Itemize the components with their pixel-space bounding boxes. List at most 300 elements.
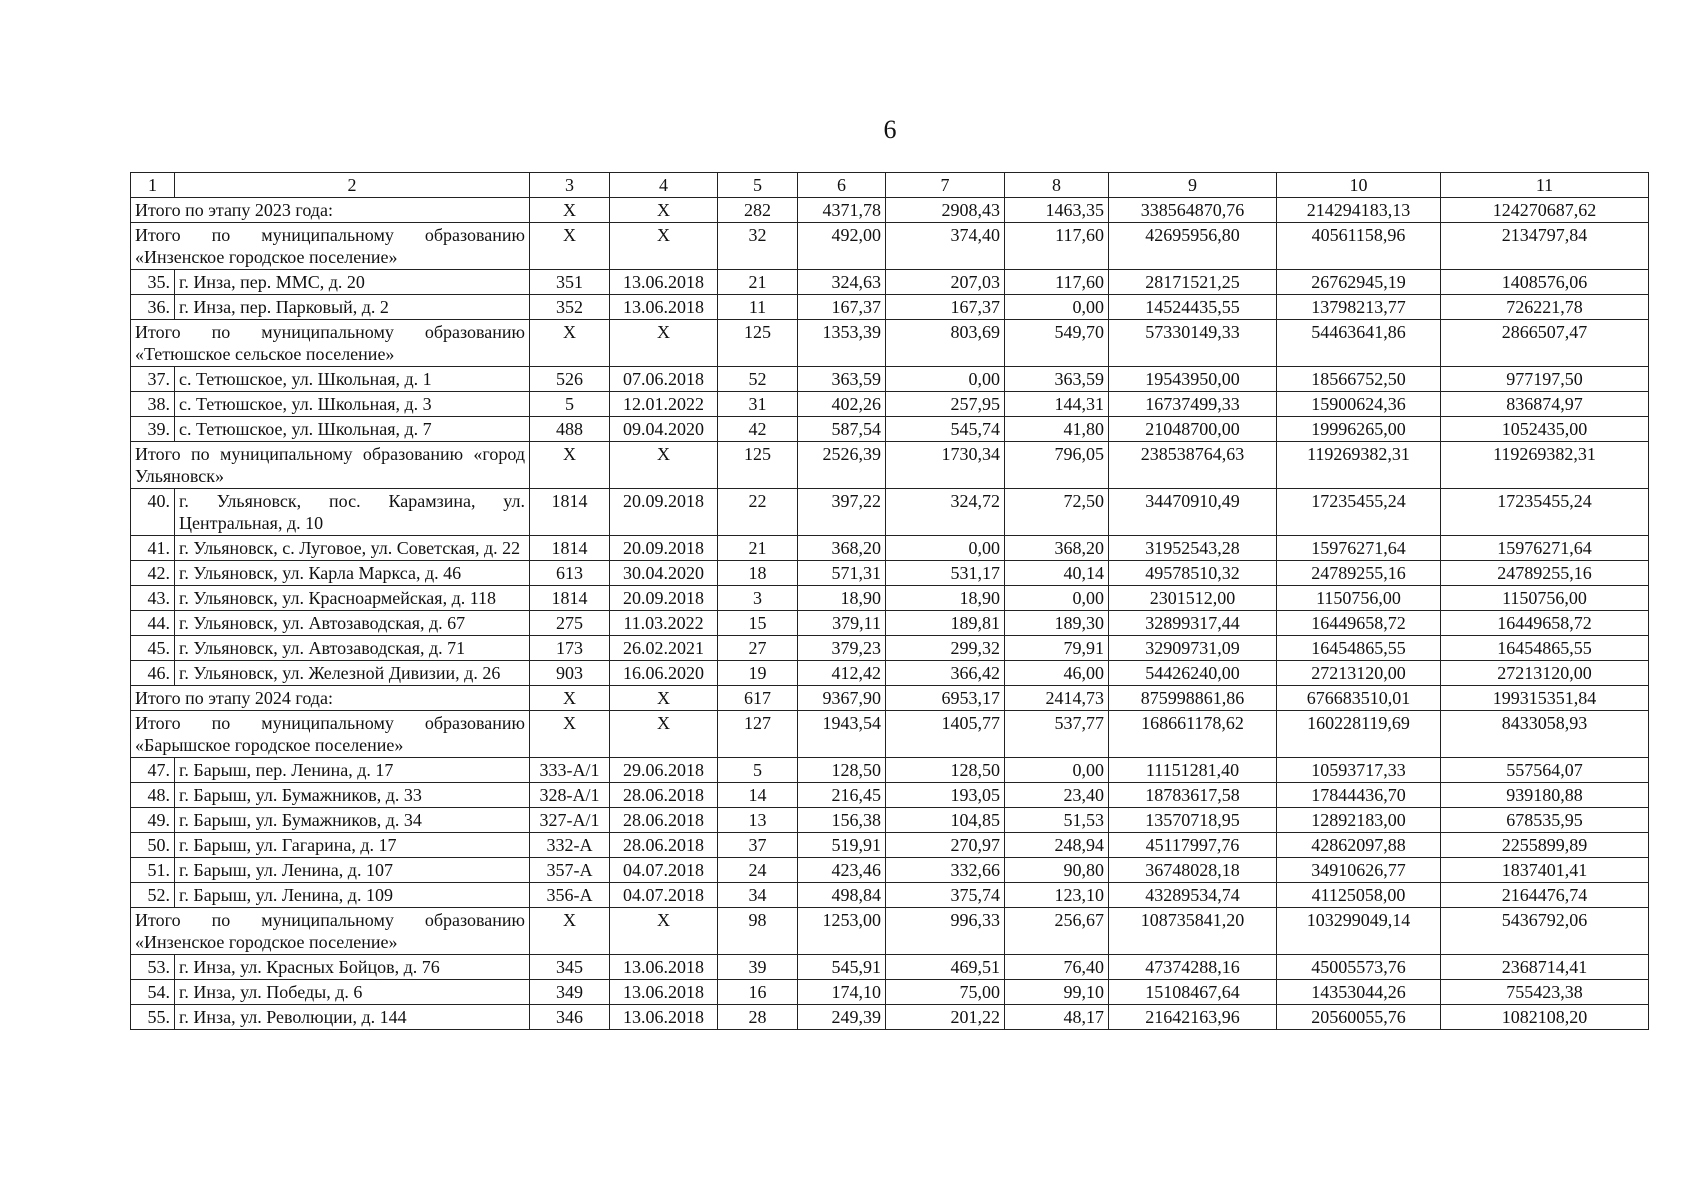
cell-residents: 52: [718, 367, 798, 392]
cell-area-private: 41,80: [1005, 417, 1109, 442]
cell-residents: 15: [718, 611, 798, 636]
cell-cost-budget: 1408576,06: [1441, 270, 1649, 295]
header-cell: 11: [1441, 173, 1649, 198]
cell-number: 346: [530, 1005, 610, 1030]
cell-cost-fund: 26762945,19: [1277, 270, 1441, 295]
cell-area-total: 587,54: [798, 417, 886, 442]
cell-date: Х: [610, 442, 718, 489]
cell-area-total: 519,91: [798, 833, 886, 858]
header-cell: 7: [886, 173, 1005, 198]
cell-cost-budget: 17235455,24: [1441, 489, 1649, 536]
housing-program-table: [130, 172, 1649, 1030]
cell-area-municipal: 18,90: [886, 586, 1005, 611]
cell-area-private: 117,60: [1005, 223, 1109, 270]
cell-cost-fund: 24789255,16: [1277, 561, 1441, 586]
cell-residents: 127: [718, 711, 798, 758]
cell-area-total: 324,63: [798, 270, 886, 295]
cell-area-private: 368,20: [1005, 536, 1109, 561]
cell-index: 54.: [131, 980, 175, 1005]
cell-area-municipal: 803,69: [886, 320, 1005, 367]
cell-index: 53.: [131, 955, 175, 980]
cell-cost-fund: 45005573,76: [1277, 955, 1441, 980]
cell-cost-total: 42695956,80: [1109, 223, 1277, 270]
cell-area-municipal: 332,66: [886, 858, 1005, 883]
cell-area-private: 248,94: [1005, 833, 1109, 858]
cell-cost-fund: 16454865,55: [1277, 636, 1441, 661]
table-row: [131, 367, 1649, 392]
cell-number: Х: [530, 198, 610, 223]
cell-date: 12.01.2022: [610, 392, 718, 417]
cell-date: Х: [610, 320, 718, 367]
cell-area-total: 167,37: [798, 295, 886, 320]
cell-number: 1814: [530, 586, 610, 611]
cell-date: Х: [610, 908, 718, 955]
cell-cost-total: 18783617,58: [1109, 783, 1277, 808]
table-row: [131, 392, 1649, 417]
table-row: [131, 833, 1649, 858]
table-row: [131, 270, 1649, 295]
cell-cost-fund: 119269382,31: [1277, 442, 1441, 489]
cell-index: 48.: [131, 783, 175, 808]
cell-area-total: 402,26: [798, 392, 886, 417]
cell-index: 45.: [131, 636, 175, 661]
cell-area-municipal: 189,81: [886, 611, 1005, 636]
cell-cost-fund: 19996265,00: [1277, 417, 1441, 442]
cell-residents: 32: [718, 223, 798, 270]
cell-area-private: 2414,73: [1005, 686, 1109, 711]
cell-cost-fund: 10593717,33: [1277, 758, 1441, 783]
cell-index: 43.: [131, 586, 175, 611]
cell-number: 333-А/1: [530, 758, 610, 783]
cell-address: г. Инза, ул. Революции, д. 144: [175, 1005, 530, 1030]
cell-number: 1814: [530, 536, 610, 561]
total-row: [131, 711, 1649, 758]
cell-cost-fund: 676683510,01: [1277, 686, 1441, 711]
cell-address: г. Барыш, ул. Ленина, д. 109: [175, 883, 530, 908]
cell-residents: 24: [718, 858, 798, 883]
cell-residents: 3: [718, 586, 798, 611]
total-row: [131, 442, 1649, 489]
cell-index: 40.: [131, 489, 175, 536]
cell-date: 07.06.2018: [610, 367, 718, 392]
cell-cost-budget: 557564,07: [1441, 758, 1649, 783]
cell-area-private: 76,40: [1005, 955, 1109, 980]
cell-area-total: 492,00: [798, 223, 886, 270]
cell-residents: 21: [718, 536, 798, 561]
cell-number: 526: [530, 367, 610, 392]
cell-cost-budget: 16454865,55: [1441, 636, 1649, 661]
cell-number: 903: [530, 661, 610, 686]
cell-residents: 42: [718, 417, 798, 442]
cell-address: г. Барыш, ул. Ленина, д. 107: [175, 858, 530, 883]
cell-index: 38.: [131, 392, 175, 417]
cell-cost-budget: 1052435,00: [1441, 417, 1649, 442]
table-row: [131, 661, 1649, 686]
cell-area-private: 123,10: [1005, 883, 1109, 908]
header-cell: 10: [1277, 173, 1441, 198]
cell-address: г. Инза, ул. Победы, д. 6: [175, 980, 530, 1005]
cell-cost-budget: 678535,95: [1441, 808, 1649, 833]
table-row: [131, 561, 1649, 586]
cell-date: 16.06.2020: [610, 661, 718, 686]
cell-address: г. Ульяновск, с. Луговое, ул. Советская, д. 22: [175, 536, 530, 561]
table-row: [131, 980, 1649, 1005]
cell-total-label: Итого по муниципальному образованию «Тетюшское сельское поселение»: [131, 320, 530, 367]
cell-address: г. Барыш, ул. Бумажников, д. 34: [175, 808, 530, 833]
cell-address: с. Тетюшское, ул. Школьная, д. 7: [175, 417, 530, 442]
cell-number: 173: [530, 636, 610, 661]
header-row: [131, 173, 1649, 198]
cell-number: 1814: [530, 489, 610, 536]
cell-date: 28.06.2018: [610, 808, 718, 833]
table-row: [131, 636, 1649, 661]
cell-number: Х: [530, 320, 610, 367]
cell-area-private: 0,00: [1005, 295, 1109, 320]
cell-area-total: 1253,00: [798, 908, 886, 955]
cell-residents: 11: [718, 295, 798, 320]
cell-total-label: Итого по этапу 2023 года:: [131, 198, 530, 223]
header-cell: 8: [1005, 173, 1109, 198]
cell-area-municipal: 0,00: [886, 536, 1005, 561]
cell-cost-budget: 755423,38: [1441, 980, 1649, 1005]
cell-cost-total: 2301512,00: [1109, 586, 1277, 611]
cell-area-total: 156,38: [798, 808, 886, 833]
cell-address: г. Ульяновск, ул. Автозаводская, д. 71: [175, 636, 530, 661]
header-cell: 9: [1109, 173, 1277, 198]
cell-residents: 34: [718, 883, 798, 908]
cell-address: г. Инза, ул. Красных Бойцов, д. 76: [175, 955, 530, 980]
cell-area-total: 2526,39: [798, 442, 886, 489]
cell-number: Х: [530, 442, 610, 489]
cell-cost-total: 47374288,16: [1109, 955, 1277, 980]
cell-address: г. Ульяновск, пос. Карамзина, ул. Центральная, д. 10: [175, 489, 530, 536]
cell-area-private: 144,31: [1005, 392, 1109, 417]
cell-area-municipal: 1405,77: [886, 711, 1005, 758]
cell-number: 488: [530, 417, 610, 442]
cell-cost-fund: 34910626,77: [1277, 858, 1441, 883]
cell-index: 47.: [131, 758, 175, 783]
cell-area-municipal: 104,85: [886, 808, 1005, 833]
cell-address: с. Тетюшское, ул. Школьная, д. 1: [175, 367, 530, 392]
header-cell: 3: [530, 173, 610, 198]
cell-area-private: 72,50: [1005, 489, 1109, 536]
cell-area-municipal: 375,74: [886, 883, 1005, 908]
cell-area-private: 0,00: [1005, 758, 1109, 783]
cell-date: 04.07.2018: [610, 883, 718, 908]
cell-area-private: 549,70: [1005, 320, 1109, 367]
cell-residents: 39: [718, 955, 798, 980]
cell-cost-fund: 17235455,24: [1277, 489, 1441, 536]
table-row: [131, 955, 1649, 980]
cell-area-municipal: 6953,17: [886, 686, 1005, 711]
cell-date: 13.06.2018: [610, 1005, 718, 1030]
cell-address: г. Ульяновск, ул. Красноармейская, д. 118: [175, 586, 530, 611]
cell-area-total: 363,59: [798, 367, 886, 392]
cell-residents: 37: [718, 833, 798, 858]
cell-date: 30.04.2020: [610, 561, 718, 586]
cell-area-private: 99,10: [1005, 980, 1109, 1005]
cell-date: 28.06.2018: [610, 783, 718, 808]
cell-cost-total: 31952543,28: [1109, 536, 1277, 561]
cell-cost-fund: 103299049,14: [1277, 908, 1441, 955]
cell-number: Х: [530, 908, 610, 955]
cell-number: 5: [530, 392, 610, 417]
cell-residents: 16: [718, 980, 798, 1005]
cell-address: г. Ульяновск, ул. Автозаводская, д. 67: [175, 611, 530, 636]
cell-total-label: Итого по муниципальному образованию «Барышское городское поселение»: [131, 711, 530, 758]
cell-area-municipal: 2908,43: [886, 198, 1005, 223]
cell-cost-total: 14524435,55: [1109, 295, 1277, 320]
cell-area-municipal: 201,22: [886, 1005, 1005, 1030]
table-row: [131, 783, 1649, 808]
cell-cost-budget: 2368714,41: [1441, 955, 1649, 980]
cell-cost-total: 45117997,76: [1109, 833, 1277, 858]
cell-area-private: 796,05: [1005, 442, 1109, 489]
cell-cost-budget: 939180,88: [1441, 783, 1649, 808]
cell-cost-budget: 836874,97: [1441, 392, 1649, 417]
cell-area-total: 412,42: [798, 661, 886, 686]
cell-cost-budget: 27213120,00: [1441, 661, 1649, 686]
cell-area-total: 1353,39: [798, 320, 886, 367]
cell-date: 20.09.2018: [610, 489, 718, 536]
header-cell: 4: [610, 173, 718, 198]
cell-address: г. Барыш, ул. Гагарина, д. 17: [175, 833, 530, 858]
cell-area-municipal: 996,33: [886, 908, 1005, 955]
cell-residents: 14: [718, 783, 798, 808]
cell-residents: 617: [718, 686, 798, 711]
cell-cost-total: 168661178,62: [1109, 711, 1277, 758]
cell-number: 345: [530, 955, 610, 980]
cell-cost-fund: 15976271,64: [1277, 536, 1441, 561]
cell-cost-fund: 17844436,70: [1277, 783, 1441, 808]
cell-residents: 125: [718, 320, 798, 367]
cell-cost-total: 28171521,25: [1109, 270, 1277, 295]
cell-area-total: 545,91: [798, 955, 886, 980]
cell-area-total: 379,11: [798, 611, 886, 636]
header-cell: 5: [718, 173, 798, 198]
cell-cost-fund: 40561158,96: [1277, 223, 1441, 270]
cell-area-total: 249,39: [798, 1005, 886, 1030]
cell-cost-fund: 18566752,50: [1277, 367, 1441, 392]
header-cell: 1: [131, 173, 175, 198]
cell-area-total: 571,31: [798, 561, 886, 586]
cell-cost-budget: 119269382,31: [1441, 442, 1649, 489]
cell-cost-fund: 12892183,00: [1277, 808, 1441, 833]
cell-number: 332-А: [530, 833, 610, 858]
cell-residents: 98: [718, 908, 798, 955]
cell-cost-budget: 1150756,00: [1441, 586, 1649, 611]
cell-area-municipal: 531,17: [886, 561, 1005, 586]
cell-number: 357-А: [530, 858, 610, 883]
cell-residents: 125: [718, 442, 798, 489]
cell-cost-fund: 16449658,72: [1277, 611, 1441, 636]
cell-area-total: 368,20: [798, 536, 886, 561]
cell-address: г. Ульяновск, ул. Железной Дивизии, д. 26: [175, 661, 530, 686]
cell-cost-total: 32909731,09: [1109, 636, 1277, 661]
cell-number: 275: [530, 611, 610, 636]
cell-date: 04.07.2018: [610, 858, 718, 883]
cell-cost-total: 108735841,20: [1109, 908, 1277, 955]
cell-cost-budget: 1082108,20: [1441, 1005, 1649, 1030]
cell-cost-budget: 2255899,89: [1441, 833, 1649, 858]
cell-cost-fund: 15900624,36: [1277, 392, 1441, 417]
cell-cost-fund: 27213120,00: [1277, 661, 1441, 686]
cell-cost-total: 15108467,64: [1109, 980, 1277, 1005]
cell-cost-fund: 13798213,77: [1277, 295, 1441, 320]
cell-index: 52.: [131, 883, 175, 908]
cell-residents: 5: [718, 758, 798, 783]
cell-area-total: 397,22: [798, 489, 886, 536]
table-row: [131, 536, 1649, 561]
cell-date: 29.06.2018: [610, 758, 718, 783]
cell-index: 37.: [131, 367, 175, 392]
total-row: [131, 198, 1649, 223]
table-row: [131, 883, 1649, 908]
cell-area-private: 46,00: [1005, 661, 1109, 686]
cell-cost-budget: 5436792,06: [1441, 908, 1649, 955]
cell-area-private: 363,59: [1005, 367, 1109, 392]
table-row: [131, 489, 1649, 536]
cell-residents: 31: [718, 392, 798, 417]
cell-date: 13.06.2018: [610, 295, 718, 320]
table-row: [131, 1005, 1649, 1030]
cell-area-municipal: 207,03: [886, 270, 1005, 295]
cell-area-municipal: 469,51: [886, 955, 1005, 980]
cell-number: 352: [530, 295, 610, 320]
cell-address: г. Барыш, ул. Бумажников, д. 33: [175, 783, 530, 808]
table-row: [131, 611, 1649, 636]
cell-residents: 21: [718, 270, 798, 295]
cell-area-private: 51,53: [1005, 808, 1109, 833]
cell-cost-fund: 1150756,00: [1277, 586, 1441, 611]
cell-cost-budget: 16449658,72: [1441, 611, 1649, 636]
cell-cost-fund: 20560055,76: [1277, 1005, 1441, 1030]
cell-area-private: 48,17: [1005, 1005, 1109, 1030]
cell-cost-budget: 1837401,41: [1441, 858, 1649, 883]
table-row: [131, 758, 1649, 783]
cell-cost-total: 21048700,00: [1109, 417, 1277, 442]
cell-cost-fund: 14353044,26: [1277, 980, 1441, 1005]
cell-cost-total: 21642163,96: [1109, 1005, 1277, 1030]
cell-residents: 13: [718, 808, 798, 833]
cell-residents: 282: [718, 198, 798, 223]
cell-index: 49.: [131, 808, 175, 833]
cell-index: 35.: [131, 270, 175, 295]
cell-cost-budget: 15976271,64: [1441, 536, 1649, 561]
cell-area-private: 40,14: [1005, 561, 1109, 586]
cell-date: Х: [610, 711, 718, 758]
cell-area-total: 174,10: [798, 980, 886, 1005]
total-row: [131, 686, 1649, 711]
cell-address: г. Барыш, пер. Ленина, д. 17: [175, 758, 530, 783]
cell-residents: 19: [718, 661, 798, 686]
page-number: 6: [883, 115, 897, 144]
cell-area-private: 23,40: [1005, 783, 1109, 808]
cell-date: 09.04.2020: [610, 417, 718, 442]
cell-date: 20.09.2018: [610, 536, 718, 561]
cell-total-label: Итого по муниципальному образованию «Инзенское городское поселение»: [131, 223, 530, 270]
cell-cost-total: 54426240,00: [1109, 661, 1277, 686]
cell-number: 351: [530, 270, 610, 295]
cell-area-private: 189,30: [1005, 611, 1109, 636]
cell-cost-total: 13570718,95: [1109, 808, 1277, 833]
cell-area-private: 256,67: [1005, 908, 1109, 955]
cell-area-municipal: 299,32: [886, 636, 1005, 661]
cell-date: 13.06.2018: [610, 980, 718, 1005]
cell-area-municipal: 75,00: [886, 980, 1005, 1005]
cell-date: Х: [610, 223, 718, 270]
cell-cost-fund: 54463641,86: [1277, 320, 1441, 367]
cell-index: 44.: [131, 611, 175, 636]
cell-residents: 22: [718, 489, 798, 536]
cell-cost-total: 238538764,63: [1109, 442, 1277, 489]
cell-area-municipal: 545,74: [886, 417, 1005, 442]
cell-area-municipal: 167,37: [886, 295, 1005, 320]
cell-date: Х: [610, 686, 718, 711]
cell-area-total: 498,84: [798, 883, 886, 908]
cell-cost-total: 11151281,40: [1109, 758, 1277, 783]
cell-date: 11.03.2022: [610, 611, 718, 636]
cell-cost-budget: 124270687,62: [1441, 198, 1649, 223]
cell-number: 327-А/1: [530, 808, 610, 833]
cell-address: г. Ульяновск, ул. Карла Маркса, д. 46: [175, 561, 530, 586]
cell-index: 41.: [131, 536, 175, 561]
cell-area-private: 1463,35: [1005, 198, 1109, 223]
cell-cost-fund: 214294183,13: [1277, 198, 1441, 223]
table-row: [131, 295, 1649, 320]
cell-date: 28.06.2018: [610, 833, 718, 858]
cell-number: 613: [530, 561, 610, 586]
cell-area-total: 128,50: [798, 758, 886, 783]
header-cell: 2: [175, 173, 530, 198]
cell-cost-total: 338564870,76: [1109, 198, 1277, 223]
cell-area-municipal: 128,50: [886, 758, 1005, 783]
cell-total-label: Итого по муниципальному образованию «город Ульяновск»: [131, 442, 530, 489]
cell-index: 55.: [131, 1005, 175, 1030]
cell-index: 46.: [131, 661, 175, 686]
cell-date: 26.02.2021: [610, 636, 718, 661]
header-cell: 6: [798, 173, 886, 198]
cell-area-total: 216,45: [798, 783, 886, 808]
cell-cost-fund: 42862097,88: [1277, 833, 1441, 858]
cell-cost-budget: 24789255,16: [1441, 561, 1649, 586]
cell-number: 328-А/1: [530, 783, 610, 808]
cell-area-municipal: 0,00: [886, 367, 1005, 392]
cell-area-municipal: 1730,34: [886, 442, 1005, 489]
cell-area-private: 117,60: [1005, 270, 1109, 295]
cell-cost-fund: 41125058,00: [1277, 883, 1441, 908]
cell-area-municipal: 257,95: [886, 392, 1005, 417]
cell-number: 349: [530, 980, 610, 1005]
cell-date: 13.06.2018: [610, 270, 718, 295]
cell-total-label: Итого по этапу 2024 года:: [131, 686, 530, 711]
cell-number: Х: [530, 686, 610, 711]
cell-area-total: 379,23: [798, 636, 886, 661]
cell-number: Х: [530, 711, 610, 758]
cell-area-municipal: 366,42: [886, 661, 1005, 686]
cell-area-total: 4371,78: [798, 198, 886, 223]
cell-date: 13.06.2018: [610, 955, 718, 980]
cell-area-private: 79,91: [1005, 636, 1109, 661]
cell-area-private: 90,80: [1005, 858, 1109, 883]
cell-cost-fund: 160228119,69: [1277, 711, 1441, 758]
cell-index: 50.: [131, 833, 175, 858]
table-row: [131, 586, 1649, 611]
table-row: [131, 417, 1649, 442]
total-row: [131, 320, 1649, 367]
cell-area-total: 18,90: [798, 586, 886, 611]
cell-cost-total: 34470910,49: [1109, 489, 1277, 536]
